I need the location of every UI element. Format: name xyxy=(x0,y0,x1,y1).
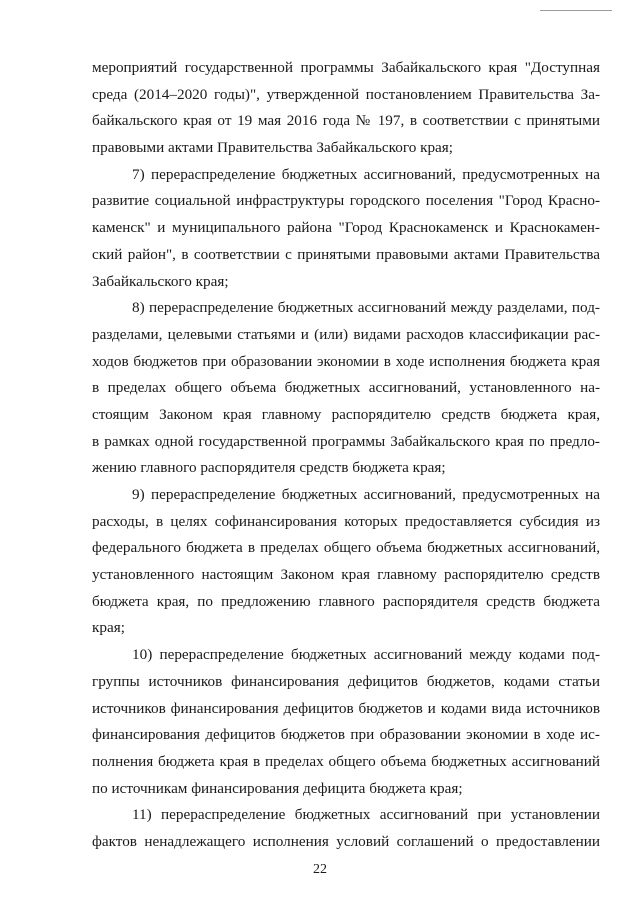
text-line: 11) перераспределение бюджетных ассигнований при установлении xyxy=(132,806,600,824)
text-line: ский район", в соответствии с принятыми правовыми актами Правительства xyxy=(92,245,600,263)
text-line: мероприятий государственной программы Забайкальского края "Доступная xyxy=(92,59,600,76)
text-line: правовыми актами Правительства Забайкальского края; xyxy=(92,139,453,157)
paragraph-item-8 xyxy=(92,295,600,482)
text-line: стоящим Законом края главному распорядителю средств бюджета края, xyxy=(92,405,600,423)
paragraph xyxy=(92,55,600,162)
text-line: фактов ненадлежащего исполнения условий соглашений о предоставлении xyxy=(92,832,600,850)
text-line: в рамках одной государственной программы Забайкальского края по предло- xyxy=(92,432,600,450)
text-line: 8) перераспределение бюджетных ассигнований между разделами, под- xyxy=(132,299,600,317)
text-line: края; xyxy=(92,619,125,637)
text-line: федерального бюджета в пределах общего объема бюджетных ассигнований, xyxy=(92,539,600,557)
text-line: разделами, целевыми статьями и (или) видами расходов классификации рас- xyxy=(92,325,600,343)
paragraph-item-9 xyxy=(92,482,600,642)
text-line: установленного настоящим Законом края главному распорядителю средств xyxy=(92,566,600,584)
text-line: среда (2014–2020 годы)", утвержденной постановлением Правительства За- xyxy=(92,85,600,103)
text-line: 10) перераспределение бюджетных ассигнований между кодами под- xyxy=(132,646,600,664)
text-line: полнения бюджета края в пределах общего объема бюджетных ассигнований xyxy=(92,752,600,770)
document-body xyxy=(92,55,600,856)
text-line: расходы, в целях софинансирования которых предоставляется субсидия из xyxy=(92,512,600,530)
text-line: развитие социальной инфраструктуры городского поселения "Город Красно- xyxy=(92,192,600,210)
paragraph-item-7 xyxy=(92,162,600,295)
text-line: бюджета края, по предложению главного распорядителя средств бюджета xyxy=(92,592,600,610)
text-line: в пределах общего объема бюджетных ассигнований, установленного на- xyxy=(92,379,600,397)
paragraph-item-11 xyxy=(92,802,600,855)
text-line: финансирования дефицитов бюджетов при образовании экономии в ходе ис- xyxy=(92,726,600,744)
page-number: 22 xyxy=(313,862,327,877)
text-line: 9) перераспределение бюджетных ассигнований, предусмотренных на xyxy=(132,486,600,503)
text-line: по источникам финансирования дефицита бюджета края; xyxy=(92,779,463,797)
text-line: жению главного распорядителя средств бюджета края; xyxy=(92,459,446,477)
text-line: группы источников финансирования дефицитов бюджетов, кодами статьи xyxy=(92,672,600,690)
paragraph-item-10 xyxy=(92,642,600,802)
text-line: источников финансирования дефицитов бюджетов и кодами вида источников xyxy=(92,699,600,717)
text-line: байкальского края от 19 мая 2016 года № 197, в соответствии с принятыми xyxy=(92,112,600,130)
text-line: 7) перераспределение бюджетных ассигнований, предусмотренных на xyxy=(132,165,600,183)
text-line: Забайкальского края; xyxy=(92,272,229,290)
header-rule xyxy=(540,10,612,11)
text-line: ходов бюджетов при образовании экономии в ходе исполнения бюджета края xyxy=(92,352,600,370)
text-line: каменск" и муниципального района "Город Краснокаменск и Краснокамен- xyxy=(92,219,600,237)
